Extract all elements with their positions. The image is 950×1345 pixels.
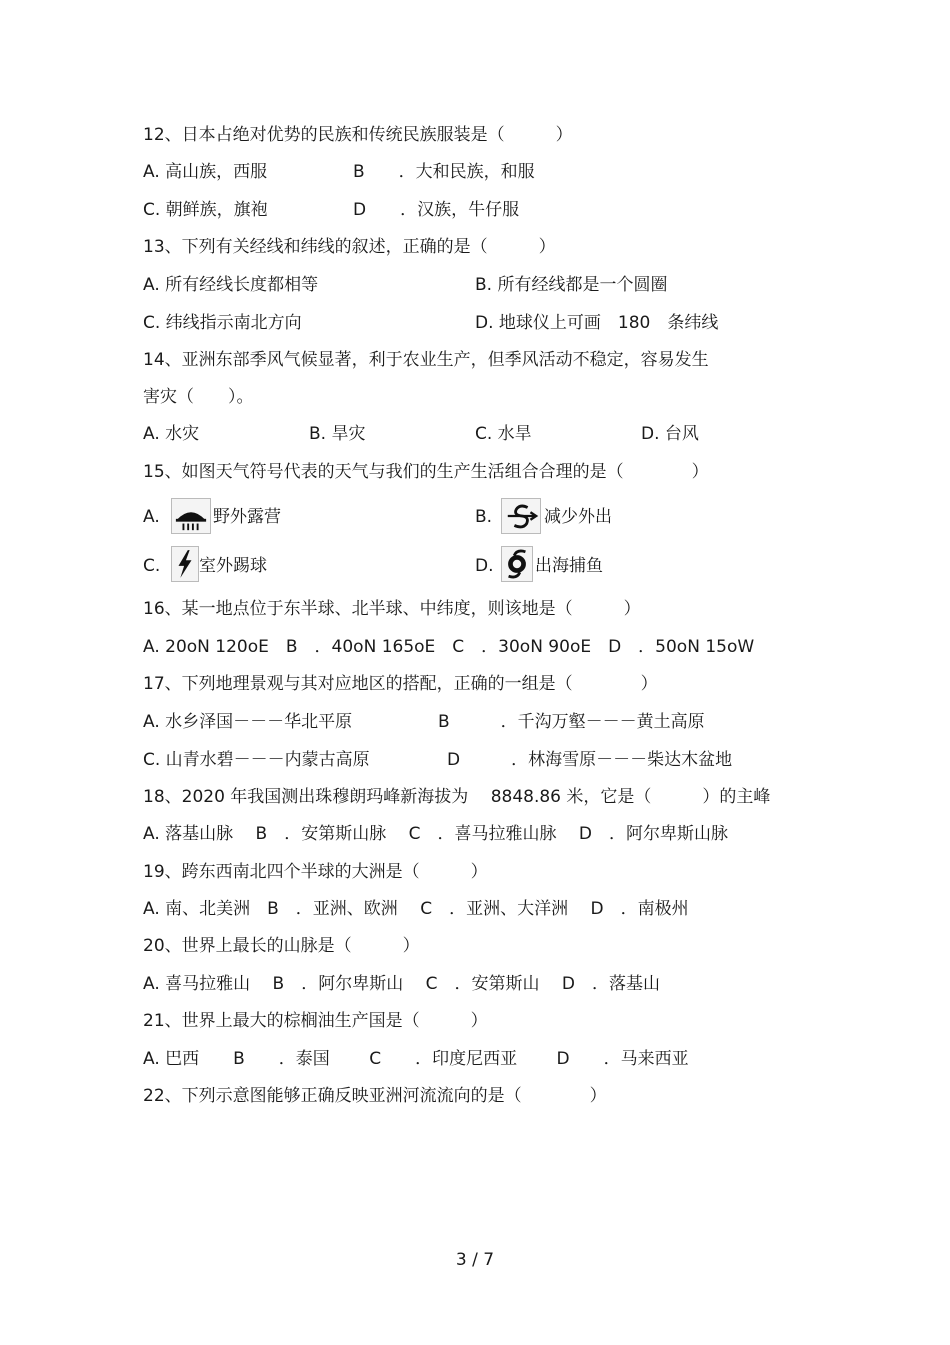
question-20-stem: 20、世界上最长的山脉是（ ） <box>143 936 420 956</box>
question-13-option-d: D. 地球仪上可画 180 条纬线 <box>475 313 719 333</box>
question-17-stem: 17、下列地理景观与其对应地区的搭配，正确的一组是（ ） <box>143 674 658 694</box>
question-14-option-b: B. 旱灾 <box>309 424 366 444</box>
question-13-option-c: C. 纬线指示南北方向 <box>143 313 302 333</box>
question-20-options: A. 喜马拉雅山 B ．阿尔卑斯山 C ．安第斯山 D ．落基山 <box>143 974 660 994</box>
question-15-option-d-letter: D. <box>475 556 494 576</box>
question-14-stem-line2: 害灾（ ）。 <box>143 387 254 407</box>
question-14-option-c: C. 水旱 <box>475 424 532 444</box>
question-17-option-c: C. 山青水碧－－－内蒙古高原 <box>143 750 370 770</box>
question-17-option-a: A. 水乡泽国－－－华北平原 <box>143 712 353 732</box>
question-15-option-c-text: 室外踢球 <box>199 556 267 576</box>
question-15-option-a-letter: A. <box>143 507 160 527</box>
question-13-stem: 13、下列有关经线和纬线的叙述，正确的是（ ） <box>143 237 556 257</box>
heavy-rain-icon <box>171 498 211 534</box>
question-15-option-c-letter: C. <box>143 556 161 576</box>
question-21-options: A. 巴西 B ．泰国 C ．印度尼西亚 D ．马来西亚 <box>143 1049 689 1069</box>
question-15-option-d-text: 出海捕鱼 <box>535 556 603 576</box>
question-14-option-a: A. 水灾 <box>143 424 200 444</box>
question-15-stem: 15、如图天气符号代表的天气与我们的生产生活组合合理的是（ ） <box>143 462 709 482</box>
lightning-icon <box>171 546 199 582</box>
question-13-option-a: A. 所有经线长度都相等 <box>143 275 319 295</box>
question-14-stem-line1: 14、亚洲东部季风气候显著，利于农业生产，但季风活动不稳定，容易发生 <box>143 350 709 370</box>
question-19-stem: 19、跨东西南北四个半球的大洲是（ ） <box>143 862 488 882</box>
question-15-option-a-text: 野外露营 <box>213 507 281 527</box>
question-17-option-b: B ．千沟万壑－－－黄土高原 <box>438 712 705 732</box>
sandstorm-icon <box>501 498 541 534</box>
question-16-stem: 16、某一地点位于东半球、北半球、中纬度，则该地是（ ） <box>143 599 641 619</box>
page-number: 3 / 7 <box>455 1250 495 1270</box>
question-12-option-c: C. 朝鲜族，旗袍 <box>143 200 268 220</box>
question-12-option-a: A. 高山族，西服 <box>143 162 268 182</box>
question-15-option-b-letter: B. <box>475 507 493 527</box>
question-15-option-b-text: 减少外出 <box>544 507 612 527</box>
typhoon-icon <box>501 546 533 582</box>
question-12-option-d: D ．汉族，牛仔服 <box>353 200 520 220</box>
question-13-option-b: B. 所有经线都是一个圆圈 <box>475 275 668 295</box>
question-12-stem: 12、日本占绝对优势的民族和传统民族服装是（ ） <box>143 125 573 145</box>
question-17-option-d: D ．林海雪原－－－柴达木盆地 <box>447 750 733 770</box>
question-19-options: A. 南、北美洲 B ．亚洲、欧洲 C ．亚洲、大洋洲 D ．南极州 <box>143 899 689 919</box>
question-12-option-b: B ．大和民族，和服 <box>353 162 535 182</box>
question-16-options: A. 20oN 120oE B ．40oN 165oE C ．30oN 90oE D ．50oN 15oW <box>143 637 755 657</box>
question-18-options: A. 落基山脉 B ．安第斯山脉 C ．喜马拉雅山脉 D ．阿尔卑斯山脉 <box>143 824 728 844</box>
question-22-stem: 22、下列示意图能够正确反映亚洲河流流向的是（ ） <box>143 1086 607 1106</box>
question-21-stem: 21、世界上最大的棕榈油生产国是（ ） <box>143 1011 488 1031</box>
question-14-option-d: D. 台风 <box>641 424 699 444</box>
question-18-stem: 18、2020 年我国测出珠穆朗玛峰新海拔为 8848.86 米，它是（ ）的主峰 <box>143 787 771 807</box>
